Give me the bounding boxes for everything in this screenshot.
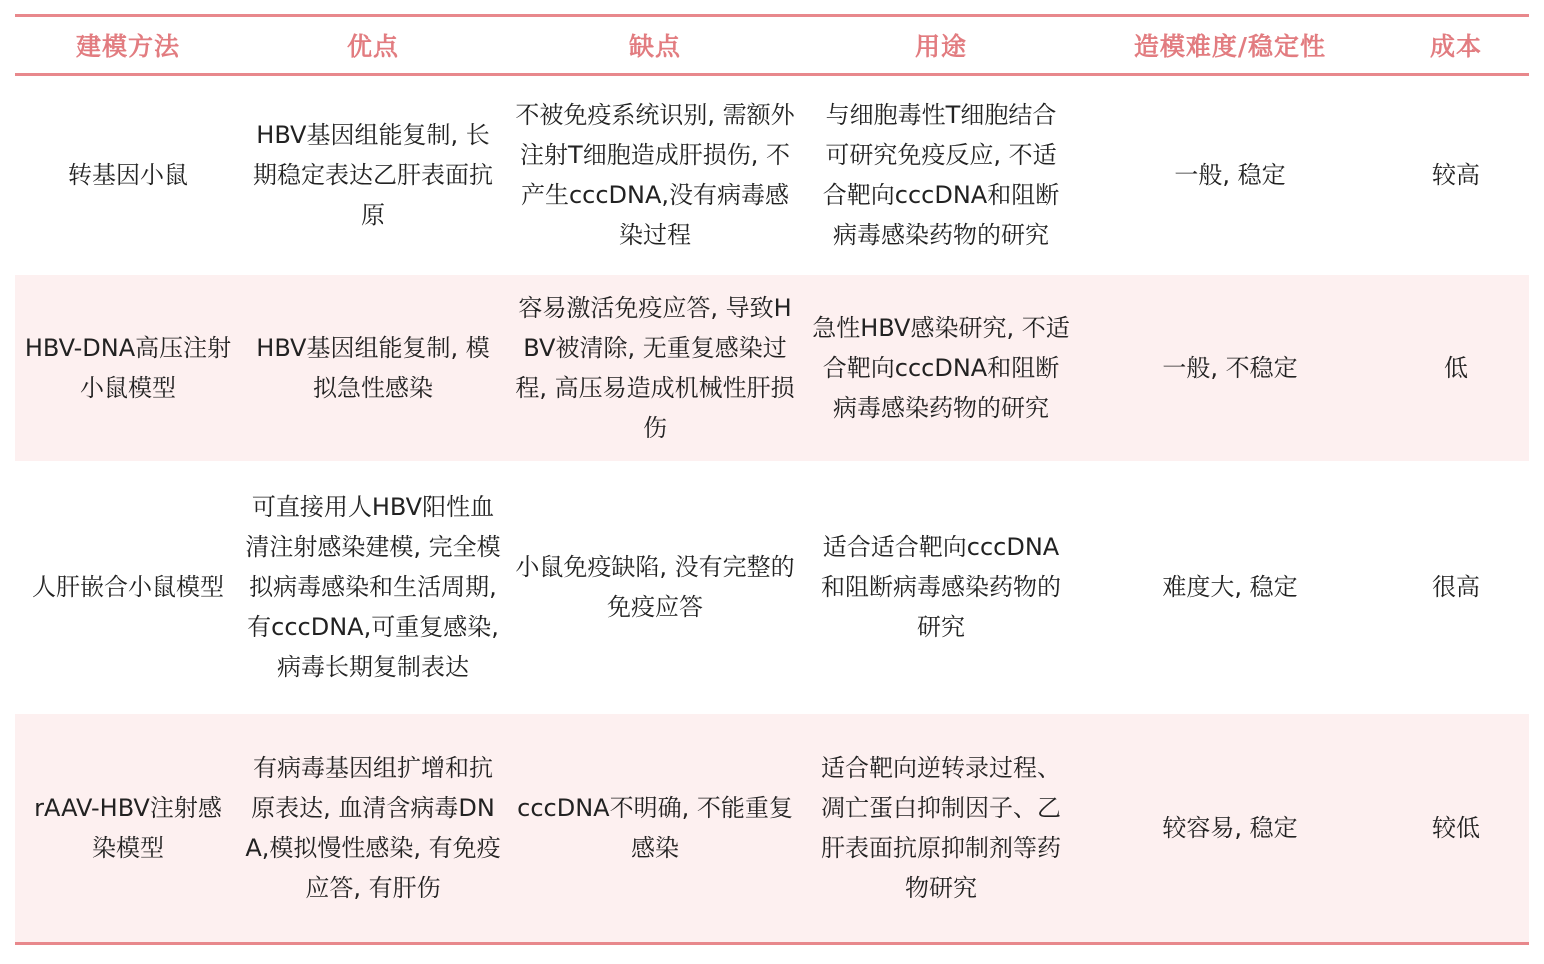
- cell-cost: 很高: [1432, 573, 1480, 601]
- cell-cost: 较高: [1432, 161, 1480, 190]
- cell-difficulty: 较容易, 稳定: [1162, 813, 1298, 842]
- cell-pros: HBV基因组能复制, 长期稳定表达乙肝表面抗原: [253, 121, 493, 230]
- cell-method: 人肝嵌合小鼠模型: [32, 573, 224, 601]
- cell-cons: cccDNA不明确, 不能重复感染: [517, 793, 793, 862]
- header-use: 用途: [914, 32, 967, 61]
- table-row: [15, 275, 1529, 461]
- cell-method: 转基因小鼠: [68, 161, 188, 190]
- table-row: [15, 75, 1529, 275]
- comparison-table-container: [15, 14, 1529, 945]
- cell-pros: HBV基因组能复制, 模拟急性感染: [256, 333, 490, 402]
- header-method: 建模方法: [75, 32, 180, 61]
- cell-use: 与细胞毒性T细胞结合可研究免疫反应, 不适合靶向cccDNA和阻断病毒感染药物的研究: [822, 101, 1060, 250]
- header-pros: 优点: [346, 32, 399, 61]
- cell-cons: 不被免疫系统识别, 需额外注射T细胞造成肝损伤, 不产生cccDNA,没有病毒感染过程: [515, 101, 795, 250]
- cell-pros: 可直接用人HBV阳性血清注射感染建模, 完全模拟病毒感染和生活周期, 有cccDNA,可重复感染, 病毒长期复制表达: [245, 493, 501, 681]
- cell-cost: 低: [1444, 353, 1468, 382]
- cell-pros: 有病毒基因组扩增和抗原表达, 血清含病毒DNA,模拟慢性感染, 有免疫应答, 有肝伤: [245, 753, 501, 902]
- cell-cost: 较低: [1432, 813, 1480, 842]
- cell-use: 适合靶向逆转录过程、凋亡蛋白抑制因子、乙肝表面抗原抑制剂等药物研究: [821, 753, 1061, 902]
- table-header-row: [15, 16, 1529, 75]
- table-row: [15, 461, 1529, 714]
- cell-difficulty: 难度大, 稳定: [1162, 573, 1298, 601]
- cell-difficulty: 一般, 稳定: [1174, 161, 1286, 190]
- cell-use: 急性HBV感染研究, 不适合靶向cccDNA和阻断病毒感染药物的研究: [812, 313, 1070, 422]
- cell-cons: 容易激活免疫应答, 导致HBV被清除, 无重复感染过程, 高压易造成机械性肝损伤: [515, 293, 795, 442]
- cell-use: 适合适合靶向cccDNA和阻断病毒感染药物的研究: [821, 533, 1061, 641]
- header-cost: 成本: [1429, 32, 1482, 61]
- hbv-model-comparison-table: [15, 14, 1529, 945]
- header-cons: 缺点: [628, 32, 681, 61]
- header-difficulty: 造模难度/稳定性: [1133, 32, 1327, 61]
- cell-difficulty: 一般, 不稳定: [1162, 353, 1298, 382]
- cell-method: rAAV-HBV注射感染模型: [34, 793, 222, 862]
- table-row: [15, 714, 1529, 944]
- cell-method: HBV-DNA高压注射小鼠模型: [24, 333, 232, 402]
- cell-cons: 小鼠免疫缺陷, 没有完整的免疫应答: [515, 553, 795, 621]
